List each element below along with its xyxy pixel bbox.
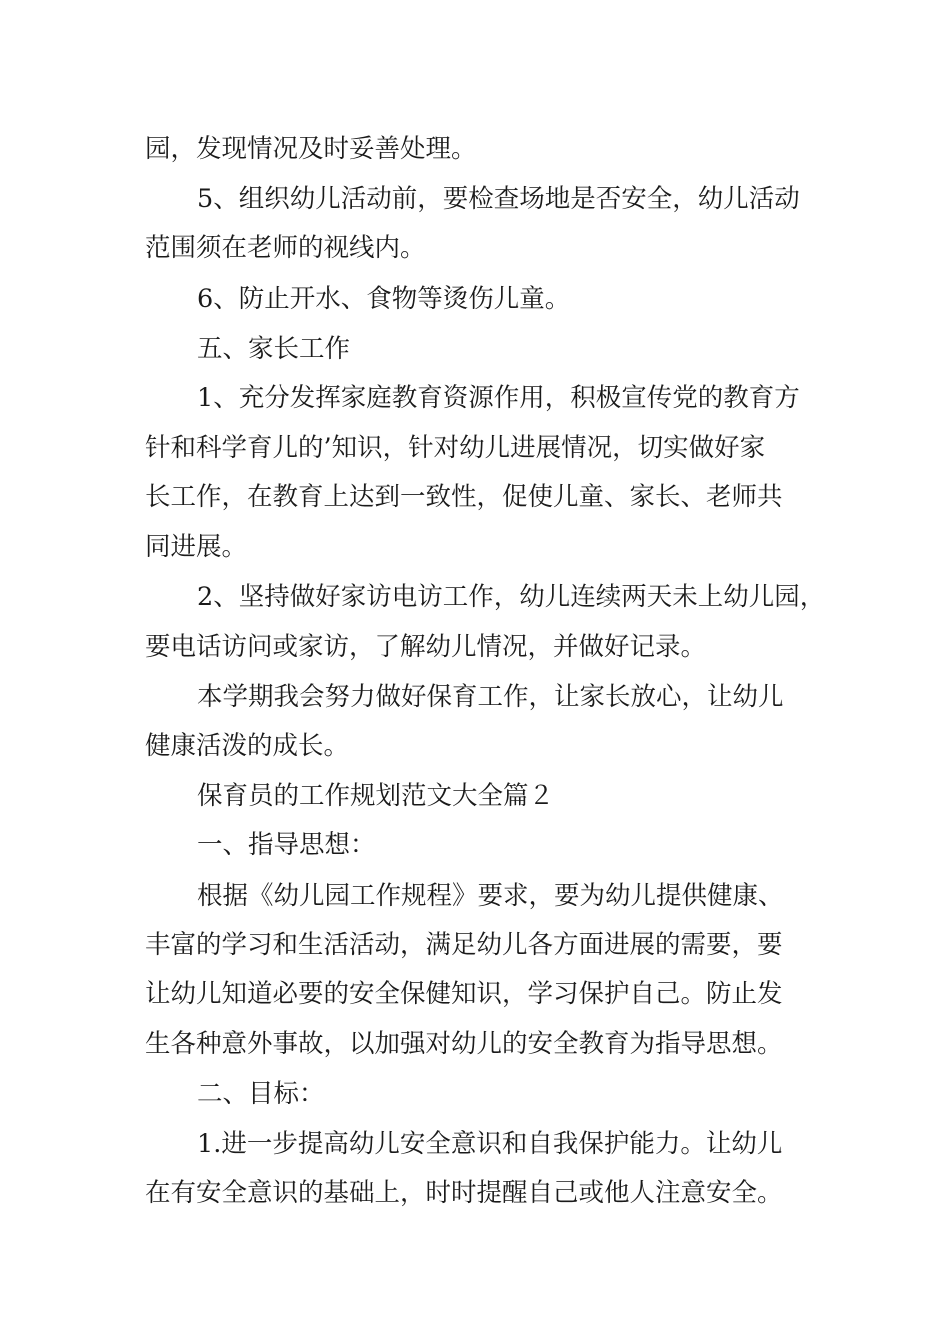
text-line: 本学期我会努力做好保育工作，让家长放心，让幼儿	[197, 682, 784, 712]
text-line: 1.进一步提高幼儿安全意识和自我保护能力。让幼儿	[197, 1129, 783, 1159]
text-line: 范围须在老师的视线内。	[145, 233, 426, 263]
section-heading: 一、指导思想：	[197, 830, 376, 860]
text-line: 2、坚持做好家访电访工作，幼儿连续两天未上幼儿园，	[197, 582, 826, 612]
text-line: 让幼儿知道必要的安全保健知识，学习保护自己。防止发	[145, 979, 783, 1009]
article-title: 保育员的工作规划范文大全篇２	[197, 781, 555, 811]
text-line: 6、防止开水、食物等烫伤儿童。	[197, 284, 571, 314]
text-line: 要电话访问或家访，了解幼儿情况，并做好记录。	[145, 632, 707, 662]
text-line: 健康活泼的成长。	[145, 731, 350, 761]
text-line: 在有安全意识的基础上，时时提醒自己或他人注意安全。	[145, 1178, 783, 1208]
section-heading: 二、目标：	[197, 1079, 325, 1109]
text-line: 根据《幼儿园工作规程》要求，要为幼儿提供健康、	[197, 881, 784, 911]
text-line: 长工作，在教育上达到一致性，促使儿童、家长、老师共	[145, 482, 783, 512]
text-line: 同进展。	[145, 532, 248, 562]
text-line: 5、组织幼儿活动前，要检查场地是否安全，幼儿活动	[197, 184, 800, 214]
text-line: 1、充分发挥家庭教育资源作用，积极宣传党的教育方	[197, 383, 800, 413]
text-line: 针和科学育儿的’知识，针对幼儿进展情况，切实做好家	[145, 433, 766, 463]
text-line: 园，发现情况及时妥善处理。	[145, 134, 477, 164]
text-line: 丰富的学习和生活活动，满足幼儿各方面进展的需要，要	[145, 930, 783, 960]
section-heading: 五、家长工作	[197, 334, 351, 364]
text-line: 生各种意外事故，以加强对幼儿的安全教育为指导思想。	[145, 1029, 783, 1059]
